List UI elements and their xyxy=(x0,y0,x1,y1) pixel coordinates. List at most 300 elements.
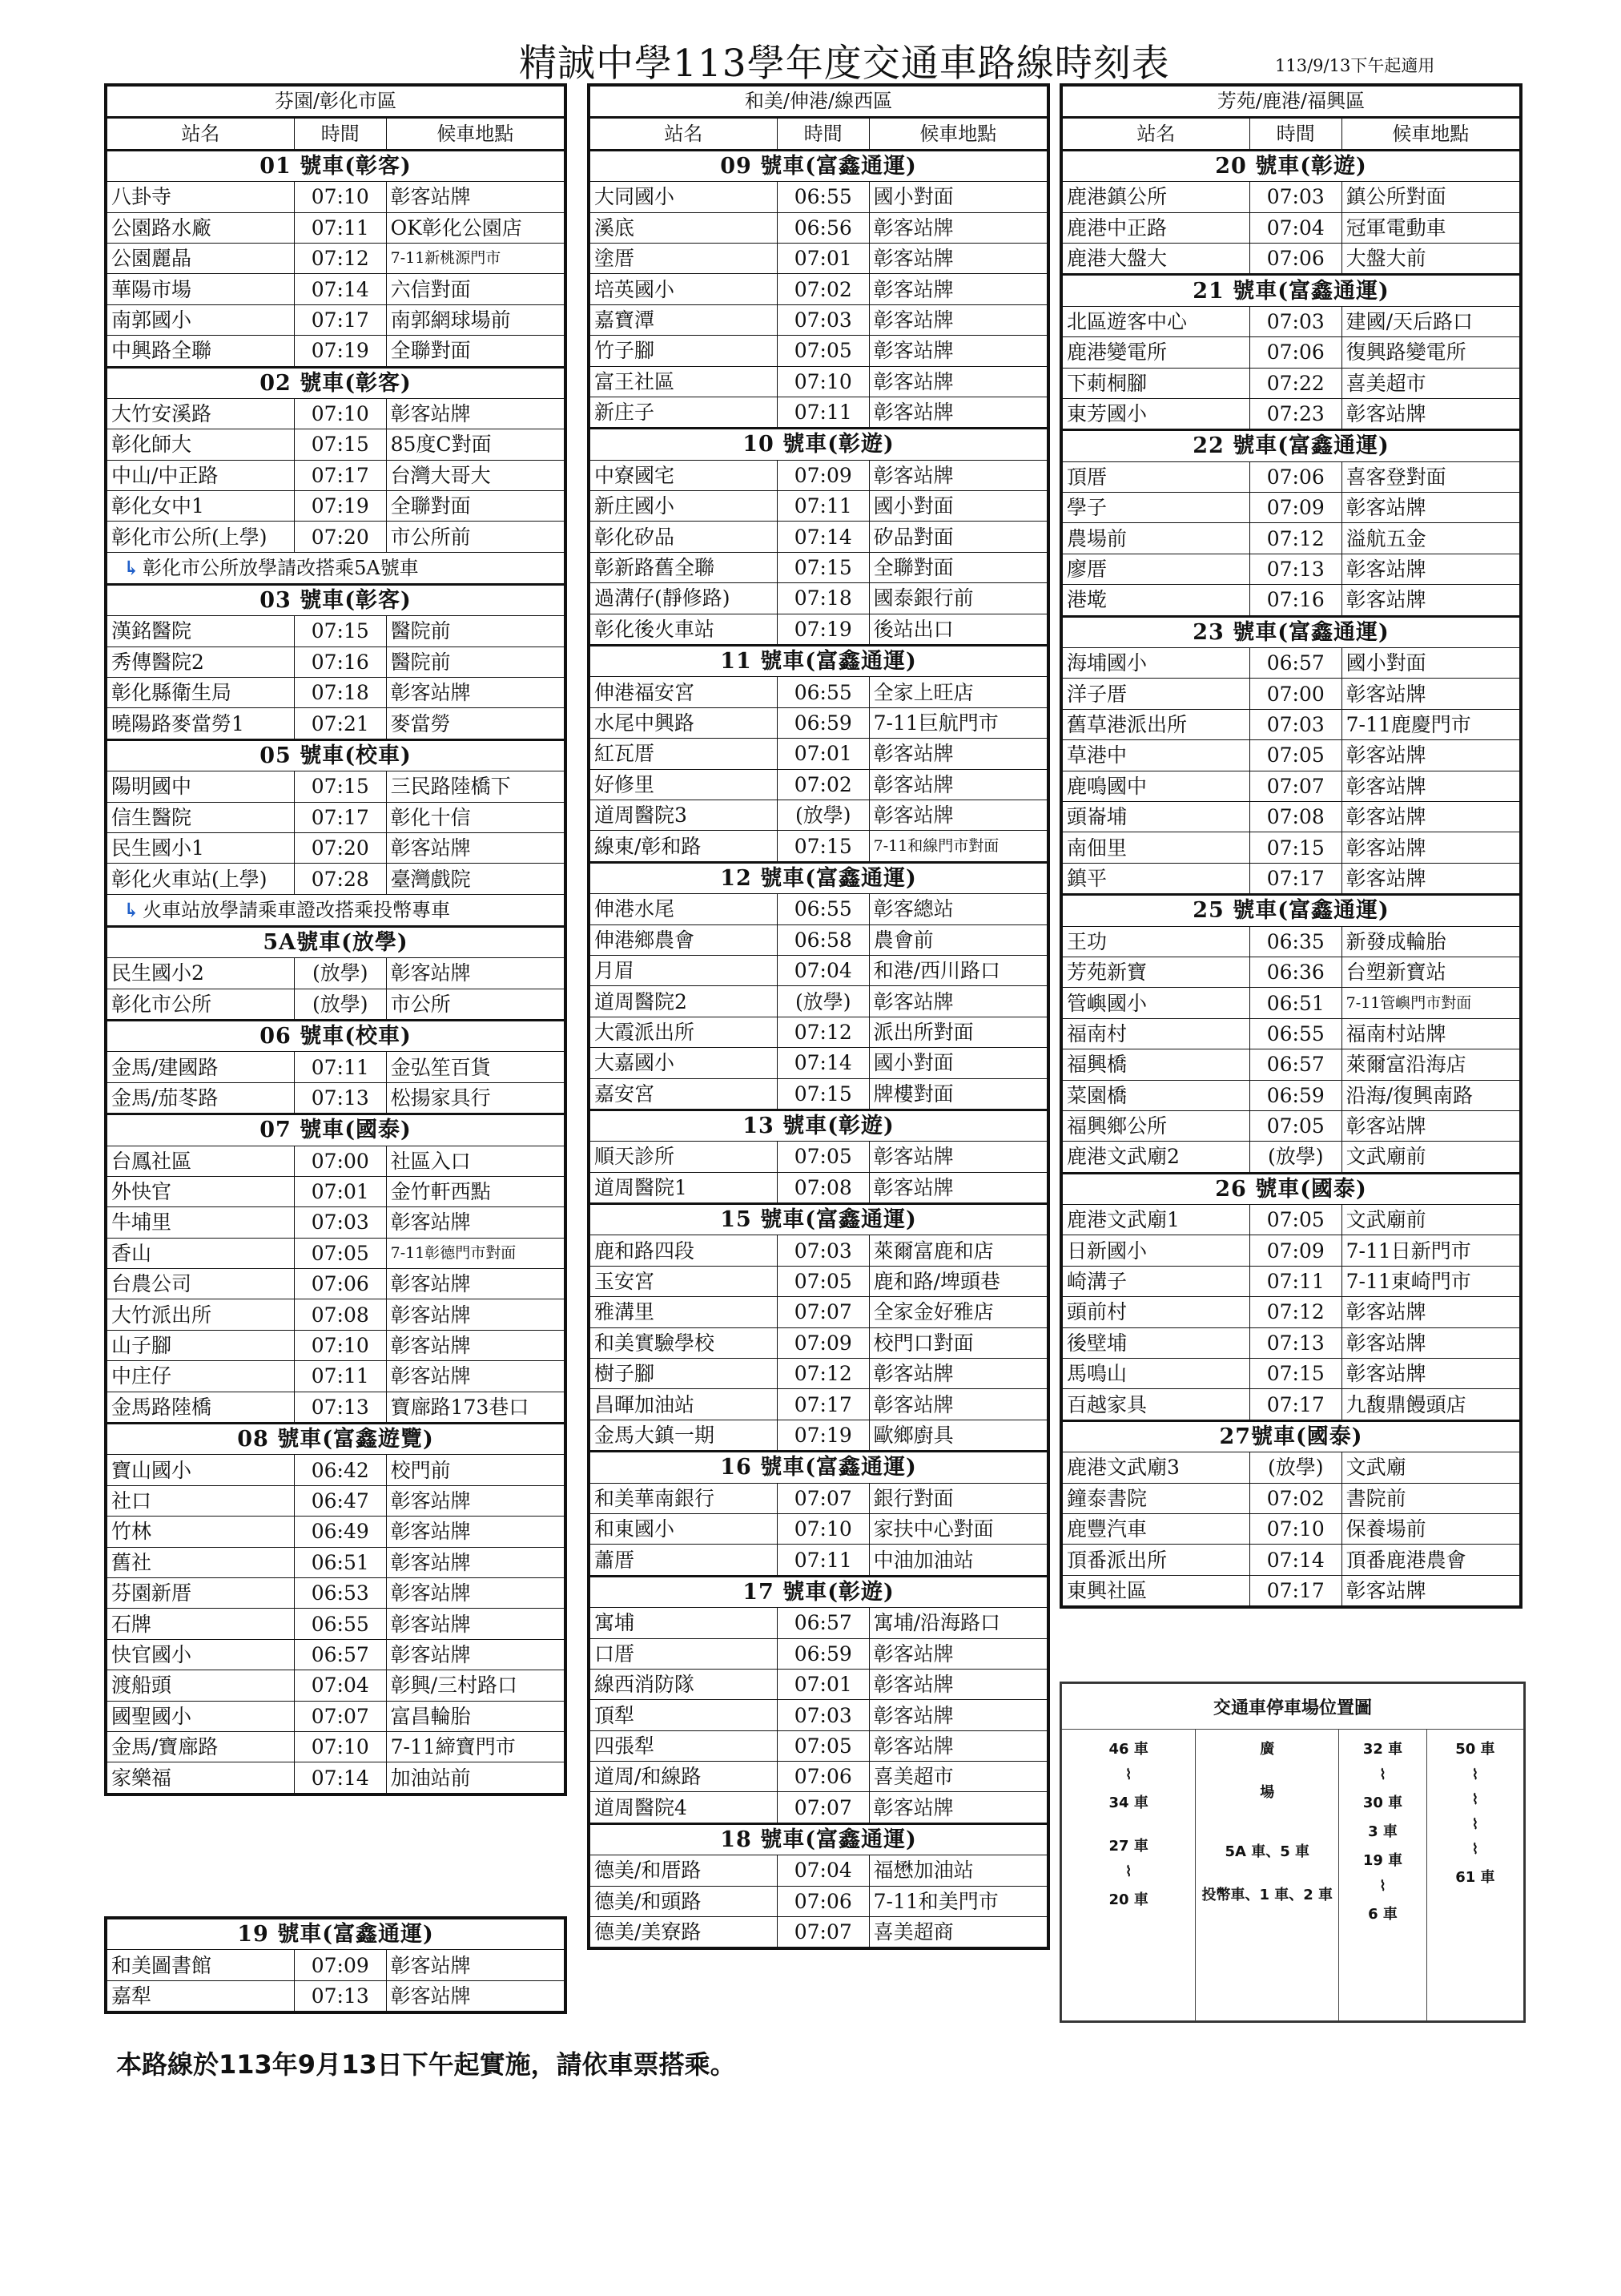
stop-time: 07:10 xyxy=(777,366,869,397)
stop-name: 蕭厝 xyxy=(589,1545,777,1576)
stop-time: 07:03 xyxy=(1249,306,1341,336)
stop-row xyxy=(106,182,565,212)
stop-row xyxy=(589,1855,1048,1886)
stop-time: 07:02 xyxy=(777,769,869,800)
stop-time: 07:08 xyxy=(294,1299,386,1330)
stop-row xyxy=(1061,182,1521,212)
stop-name: 道周醫院2 xyxy=(589,986,777,1017)
stop-time: 07:05 xyxy=(294,1238,386,1268)
stop-time: 06:35 xyxy=(1249,926,1341,957)
stop-name: 頭崙埔 xyxy=(1061,801,1249,832)
col-header-time: 時間 xyxy=(294,118,386,150)
squiggle-mark: ⌇ xyxy=(1379,1878,1386,1895)
stop-name: 民生國小2 xyxy=(106,958,294,989)
stop-row xyxy=(1061,679,1521,709)
stop-location: 鎮公所對面 xyxy=(1341,182,1521,212)
region-name: 芬園/彰化市區 xyxy=(106,85,565,118)
stop-location: 喜美超市 xyxy=(1341,368,1521,398)
stop-name: 陽明國中 xyxy=(106,771,294,802)
stop-name: 草港中 xyxy=(1061,740,1249,771)
stop-row xyxy=(589,1608,1048,1638)
stop-location: 彰客站牌 xyxy=(869,800,1048,830)
stop-row xyxy=(589,336,1048,366)
route-header xyxy=(1061,430,1521,461)
stop-name: 福南村 xyxy=(1061,1018,1249,1049)
route-name: 21 號車(富鑫通運) xyxy=(1061,275,1521,306)
bus-slot-label: 投幣車、1 車、2 車 xyxy=(1201,1887,1333,1903)
stop-row xyxy=(589,707,1048,738)
stop-location: 派出所對面 xyxy=(869,1017,1048,1047)
stop-time: 07:05 xyxy=(1249,740,1341,771)
region-header xyxy=(106,85,565,118)
stop-row xyxy=(589,1792,1048,1823)
stop-time: 07:28 xyxy=(294,864,386,894)
stop-location: 7-11締寶門市 xyxy=(386,1731,565,1762)
stop-name: 國聖國小 xyxy=(106,1701,294,1731)
route-header xyxy=(1061,275,1521,306)
stop-name: 石牌 xyxy=(106,1609,294,1639)
stop-time: 07:18 xyxy=(294,678,386,708)
parking-col-3 xyxy=(1339,1730,1427,2021)
stop-row xyxy=(106,1762,565,1795)
stop-time: 07:05 xyxy=(1249,1110,1341,1141)
stop-row xyxy=(589,212,1048,243)
stop-time: 07:15 xyxy=(777,1078,869,1110)
route-header xyxy=(106,926,565,957)
stop-name: 鹿和路四段 xyxy=(589,1235,777,1266)
route-name: 15 號車(富鑫通運) xyxy=(589,1204,1048,1235)
stop-name: 好修里 xyxy=(589,769,777,800)
stop-time: 07:09 xyxy=(1249,493,1341,523)
route-name: 20 號車(彰遊) xyxy=(1061,150,1521,181)
stop-row xyxy=(1061,709,1521,739)
stop-row xyxy=(106,522,565,552)
stop-name: 福興鄉公所 xyxy=(1061,1110,1249,1141)
stop-row xyxy=(106,771,565,802)
stop-name: 溪底 xyxy=(589,212,777,243)
stop-location: 彰客站牌 xyxy=(869,1730,1048,1761)
stop-row xyxy=(106,832,565,863)
stop-time: 06:56 xyxy=(777,212,869,243)
stop-name: 馬鳴山 xyxy=(1061,1359,1249,1389)
bus-slot-label: 50 車 xyxy=(1455,1741,1495,1758)
stop-name: 富王社區 xyxy=(589,366,777,397)
stop-name: 鹿港文武廟1 xyxy=(1061,1205,1249,1235)
stop-row xyxy=(1061,1110,1521,1141)
stop-location: 麥當勞 xyxy=(386,708,565,739)
stop-location: 彰客站牌 xyxy=(1341,863,1521,894)
stop-time: 07:06 xyxy=(1249,243,1341,274)
bus-slot-label: 27 車 xyxy=(1108,1838,1148,1855)
route-name: 05 號車(校車) xyxy=(106,739,565,771)
stop-time: 07:02 xyxy=(777,274,869,304)
stop-location: 彰客站牌 xyxy=(386,1639,565,1670)
stop-time: 07:16 xyxy=(294,647,386,677)
parking-plaza xyxy=(1196,1730,1339,2021)
stop-name: 頂厝 xyxy=(1061,461,1249,492)
stop-name: 塗厝 xyxy=(589,243,777,273)
stop-row xyxy=(106,1082,565,1114)
stop-row xyxy=(1061,648,1521,679)
stop-name: 福興橋 xyxy=(1061,1049,1249,1080)
stop-name: 道周/和線路 xyxy=(589,1762,777,1792)
stop-row xyxy=(589,552,1048,582)
stop-name: 日新國小 xyxy=(1061,1235,1249,1266)
stop-row xyxy=(106,1207,565,1238)
stop-name: 頂犁 xyxy=(589,1700,777,1730)
stop-row xyxy=(589,583,1048,614)
stop-row xyxy=(106,1146,565,1176)
route-note-text: 火車站放學請乘車證改搭乘投幣專車 xyxy=(143,898,451,921)
stop-time: 07:11 xyxy=(294,1361,386,1392)
stop-location: 國小對面 xyxy=(869,182,1048,212)
stop-time: 07:20 xyxy=(294,522,386,552)
stop-time: 07:17 xyxy=(1249,863,1341,894)
stop-row xyxy=(1061,988,1521,1018)
stop-name: 彰化師大 xyxy=(106,429,294,460)
stop-name: 線西消防隊 xyxy=(589,1669,777,1699)
stop-time: 07:22 xyxy=(1249,368,1341,398)
stop-name: 竹林 xyxy=(106,1517,294,1547)
stop-row xyxy=(106,1455,565,1485)
stop-location: 彰客站牌 xyxy=(386,1269,565,1299)
stop-row xyxy=(589,366,1048,397)
stop-name: 民生國小1 xyxy=(106,832,294,863)
squiggle-mark: ⌇ xyxy=(1471,1816,1479,1833)
stop-time: 06:55 xyxy=(777,894,869,924)
stop-time: 07:15 xyxy=(1249,1359,1341,1389)
stop-time: 07:17 xyxy=(1249,1389,1341,1420)
stop-row xyxy=(1061,398,1521,429)
stop-time: 06:57 xyxy=(1249,1049,1341,1080)
stop-location: 文武廟 xyxy=(1341,1452,1521,1483)
stop-row xyxy=(1061,801,1521,832)
route-name: 11 號車(富鑫通運) xyxy=(589,646,1048,677)
squiggle-mark: ⌇ xyxy=(1379,1766,1386,1783)
stop-row xyxy=(1061,1389,1521,1420)
stop-time: 07:14 xyxy=(777,522,869,552)
stop-row xyxy=(106,708,565,739)
stop-location: 矽品對面 xyxy=(869,522,1048,552)
stop-name: 菜園橋 xyxy=(1061,1080,1249,1110)
stop-row xyxy=(1061,1080,1521,1110)
bus-slot-label: 5A 車、5 車 xyxy=(1225,1843,1310,1860)
stop-time: 07:17 xyxy=(1249,1575,1341,1607)
route-header xyxy=(1061,895,1521,926)
stop-time: 07:14 xyxy=(294,274,386,304)
stop-row xyxy=(1061,585,1521,616)
stop-name: 舊社 xyxy=(106,1547,294,1577)
stop-row xyxy=(106,616,565,647)
route-note xyxy=(106,894,565,926)
stop-row xyxy=(589,1638,1048,1669)
stop-name: 頂番派出所 xyxy=(1061,1545,1249,1575)
footer-notice: 本路線於113年9月13日下午起實施，請依車票搭乘。 xyxy=(116,2049,736,2080)
stop-location: 銀行對面 xyxy=(869,1483,1048,1513)
stop-name: 嘉犁 xyxy=(106,1980,294,2012)
stop-time: 06:55 xyxy=(1249,1018,1341,1049)
stop-name: 嘉寶潭 xyxy=(589,304,777,335)
stop-location: 家扶中心對面 xyxy=(869,1513,1048,1544)
stop-name: 鹿鳴國中 xyxy=(1061,771,1249,801)
stop-location: 彰客站牌 xyxy=(1341,1327,1521,1358)
stop-location: 彰客站牌 xyxy=(1341,832,1521,863)
stop-row xyxy=(106,1485,565,1516)
parking-map xyxy=(1060,1682,1526,2023)
stop-time: 07:19 xyxy=(294,491,386,522)
stop-row xyxy=(106,1269,565,1299)
stop-location: 彰客站牌 xyxy=(869,769,1048,800)
stop-location: 全聯對面 xyxy=(386,336,565,367)
stop-time: 07:09 xyxy=(777,1327,869,1358)
stop-time: 07:07 xyxy=(777,1483,869,1513)
stop-time: 07:04 xyxy=(294,1670,386,1701)
stop-row xyxy=(1061,1513,1521,1544)
stop-row xyxy=(106,1517,565,1547)
stop-row xyxy=(589,1762,1048,1792)
route-header xyxy=(589,150,1048,181)
route-header xyxy=(589,1452,1048,1483)
stop-row xyxy=(106,1299,565,1330)
stop-time: 07:10 xyxy=(777,1513,869,1544)
stop-time: 07:13 xyxy=(294,1392,386,1423)
stop-location: 7-11鹿慶門市 xyxy=(1341,709,1521,739)
stop-time: 07:20 xyxy=(294,832,386,863)
stop-name: 大同國小 xyxy=(589,182,777,212)
stop-time: (放學) xyxy=(294,958,386,989)
stop-time: 07:06 xyxy=(1249,461,1341,492)
stop-location: 冠軍電動車 xyxy=(1341,212,1521,243)
stop-location: 鹿和路/埤頭巷 xyxy=(869,1266,1048,1296)
stop-row xyxy=(589,182,1048,212)
stop-time: 07:15 xyxy=(294,616,386,647)
stop-time: 07:18 xyxy=(777,583,869,614)
stop-name: 線東/彰和路 xyxy=(589,831,777,862)
stop-name: 樹子腳 xyxy=(589,1359,777,1389)
stop-time: 07:23 xyxy=(1249,398,1341,429)
stop-name: 金馬/建國路 xyxy=(106,1052,294,1082)
stop-location: 7-11和線門市對面 xyxy=(869,831,1048,862)
stop-time: 06:49 xyxy=(294,1517,386,1547)
stop-location: 彰客站牌 xyxy=(386,1517,565,1547)
route-note-row xyxy=(106,894,565,926)
stop-row xyxy=(106,958,565,989)
stop-time: 07:19 xyxy=(777,1420,869,1451)
route-header xyxy=(589,429,1048,460)
stop-location: 彰客站牌 xyxy=(869,274,1048,304)
stop-row xyxy=(589,1483,1048,1513)
stop-location: 和港/西川路口 xyxy=(869,955,1048,985)
stop-row xyxy=(589,1078,1048,1110)
route-header xyxy=(106,739,565,771)
bus-slot-label: 6 車 xyxy=(1368,1906,1398,1923)
stop-time: 07:03 xyxy=(777,1235,869,1266)
stop-time: 06:53 xyxy=(294,1577,386,1608)
stop-name: 金馬路陸橋 xyxy=(106,1392,294,1423)
stop-row xyxy=(589,1172,1048,1203)
stop-location: 彰客站牌 xyxy=(869,1792,1048,1823)
stop-name: 金馬大鎮一期 xyxy=(589,1420,777,1451)
stop-location: 全家金好雅店 xyxy=(869,1297,1048,1327)
stop-time: (放學) xyxy=(1249,1142,1341,1173)
stop-time: 06:51 xyxy=(294,1547,386,1577)
stop-time: 07:07 xyxy=(777,1792,869,1823)
stop-row xyxy=(1061,1205,1521,1235)
stop-time: 07:03 xyxy=(777,1700,869,1730)
stop-location: 85度C對面 xyxy=(386,429,565,460)
stop-time: 07:12 xyxy=(777,1017,869,1047)
stop-location: 彰客站牌 xyxy=(1341,398,1521,429)
stop-row xyxy=(1061,740,1521,771)
route-header xyxy=(589,646,1048,677)
stop-location: 萊爾富鹿和店 xyxy=(869,1235,1048,1266)
stop-time: 07:11 xyxy=(777,397,869,428)
stop-name: 伸港福安宮 xyxy=(589,677,777,707)
stop-time: 07:19 xyxy=(294,336,386,367)
route-header xyxy=(106,1114,565,1146)
stop-row xyxy=(589,274,1048,304)
stop-name: 月眉 xyxy=(589,955,777,985)
stop-time: 07:07 xyxy=(777,1917,869,1949)
stop-row xyxy=(1061,1018,1521,1049)
stop-row xyxy=(106,1609,565,1639)
stop-location: 國泰銀行前 xyxy=(869,583,1048,614)
turn-arrow-icon: ↳ xyxy=(123,555,140,579)
parking-map-title: 交通車停車場位置圖 xyxy=(1062,1684,1524,1730)
stop-location: 金竹軒西點 xyxy=(386,1176,565,1206)
stop-name: 彰化市公所 xyxy=(106,989,294,1020)
stop-location: 彰客站牌 xyxy=(1341,679,1521,709)
stop-time: 07:11 xyxy=(777,1545,869,1576)
stop-name: 金馬/寶廍路 xyxy=(106,1731,294,1762)
stop-location: 喜美超市 xyxy=(869,1762,1048,1792)
route-name: 22 號車(富鑫通運) xyxy=(1061,430,1521,461)
stop-name: 和美圖書館 xyxy=(106,1950,294,1980)
stop-row xyxy=(589,614,1048,645)
stop-location: 彰興/三村路口 xyxy=(386,1670,565,1701)
stop-row xyxy=(589,1700,1048,1730)
route-header xyxy=(106,1020,565,1051)
bus-slot-label: 34 車 xyxy=(1108,1795,1148,1811)
stop-location: 7-11巨航門市 xyxy=(869,707,1048,738)
stop-time: 07:00 xyxy=(1249,679,1341,709)
stop-name: 台農公司 xyxy=(106,1269,294,1299)
stop-row xyxy=(1061,212,1521,243)
stop-name: 快官國小 xyxy=(106,1639,294,1670)
stop-name: 玉安宮 xyxy=(589,1266,777,1296)
stop-row xyxy=(1061,368,1521,398)
route-header xyxy=(589,1110,1048,1141)
stop-location: 九馥鼎饅頭店 xyxy=(1341,1389,1521,1420)
stop-time: 07:12 xyxy=(294,243,386,273)
stop-row xyxy=(106,1361,565,1392)
stop-location: 彰客站牌 xyxy=(386,1950,565,1980)
stop-time: 07:14 xyxy=(294,1762,386,1795)
stop-row xyxy=(589,491,1048,522)
stop-name: 港墘 xyxy=(1061,585,1249,616)
stop-location: 彰客站牌 xyxy=(1341,1297,1521,1327)
route-name: 18 號車(富鑫通運) xyxy=(589,1823,1048,1855)
stop-location: 彰客站牌 xyxy=(869,366,1048,397)
stop-row xyxy=(106,864,565,894)
stop-location: 歐鄉廚具 xyxy=(869,1420,1048,1451)
stop-location: 彰客站牌 xyxy=(869,739,1048,769)
stop-time: 07:15 xyxy=(777,552,869,582)
stop-name: 寶山國小 xyxy=(106,1455,294,1485)
stop-location: 臺灣戲院 xyxy=(386,864,565,894)
stop-row xyxy=(106,429,565,460)
stop-name: 海埔國小 xyxy=(1061,648,1249,679)
stop-location: 社區入口 xyxy=(386,1146,565,1176)
stop-name: 過溝仔(靜修路) xyxy=(589,583,777,614)
stop-row xyxy=(589,1420,1048,1451)
stop-time: 06:55 xyxy=(777,182,869,212)
stop-row xyxy=(106,460,565,490)
stop-name: 新庄子 xyxy=(589,397,777,428)
stop-row xyxy=(1061,1327,1521,1358)
stop-location: 彰客站牌 xyxy=(869,397,1048,428)
stop-location: 加油站前 xyxy=(386,1762,565,1795)
stop-location: 彰客站牌 xyxy=(869,1359,1048,1389)
stop-row xyxy=(106,1980,565,2012)
stop-time: 07:15 xyxy=(294,429,386,460)
route-header xyxy=(106,584,565,615)
plaza-label: 廣 xyxy=(1260,1741,1275,1758)
stop-location: 溢航五金 xyxy=(1341,523,1521,554)
parking-col-4 xyxy=(1426,1730,1523,2021)
stop-name: 鎮平 xyxy=(1061,863,1249,894)
stop-time: 07:06 xyxy=(294,1269,386,1299)
stop-name: 王功 xyxy=(1061,926,1249,957)
stop-location: 全聯對面 xyxy=(386,491,565,522)
stop-name: 秀傳醫院2 xyxy=(106,647,294,677)
stop-name: 金馬/茄苳路 xyxy=(106,1082,294,1114)
route-name: 02 號車(彰客) xyxy=(106,367,565,398)
stop-row xyxy=(589,1389,1048,1420)
route-name: 25 號車(富鑫通運) xyxy=(1061,895,1521,926)
stop-time: 07:04 xyxy=(1249,212,1341,243)
stop-name: 四張犁 xyxy=(589,1730,777,1761)
stop-row xyxy=(106,1392,565,1423)
stop-location: 彰客站牌 xyxy=(869,1669,1048,1699)
stop-row xyxy=(589,1297,1048,1327)
stop-row xyxy=(589,1669,1048,1699)
stop-row xyxy=(1061,1483,1521,1513)
stop-row xyxy=(1061,1359,1521,1389)
stop-row xyxy=(1061,1575,1521,1607)
stop-location: 後站出口 xyxy=(869,614,1048,645)
stop-row xyxy=(106,491,565,522)
stop-location: 彰客站牌 xyxy=(869,243,1048,273)
stop-location: 彰客站牌 xyxy=(386,832,565,863)
stop-location: 書院前 xyxy=(1341,1483,1521,1513)
stop-time: 07:07 xyxy=(294,1701,386,1731)
route-header xyxy=(106,367,565,398)
squiggle-mark: ⌇ xyxy=(1471,1841,1479,1858)
stop-location: 金弘笙百貨 xyxy=(386,1052,565,1082)
stop-row xyxy=(106,678,565,708)
stop-row xyxy=(106,274,565,304)
route-header xyxy=(106,1918,565,1950)
stop-row xyxy=(1061,1049,1521,1080)
route-19-table xyxy=(104,1916,567,2014)
route-header xyxy=(1061,1420,1521,1452)
stop-time: 07:16 xyxy=(1249,585,1341,616)
stop-row xyxy=(1061,243,1521,274)
stop-time: (放學) xyxy=(1249,1452,1341,1483)
stop-time: 07:08 xyxy=(777,1172,869,1203)
stop-name: 順天診所 xyxy=(589,1142,777,1172)
